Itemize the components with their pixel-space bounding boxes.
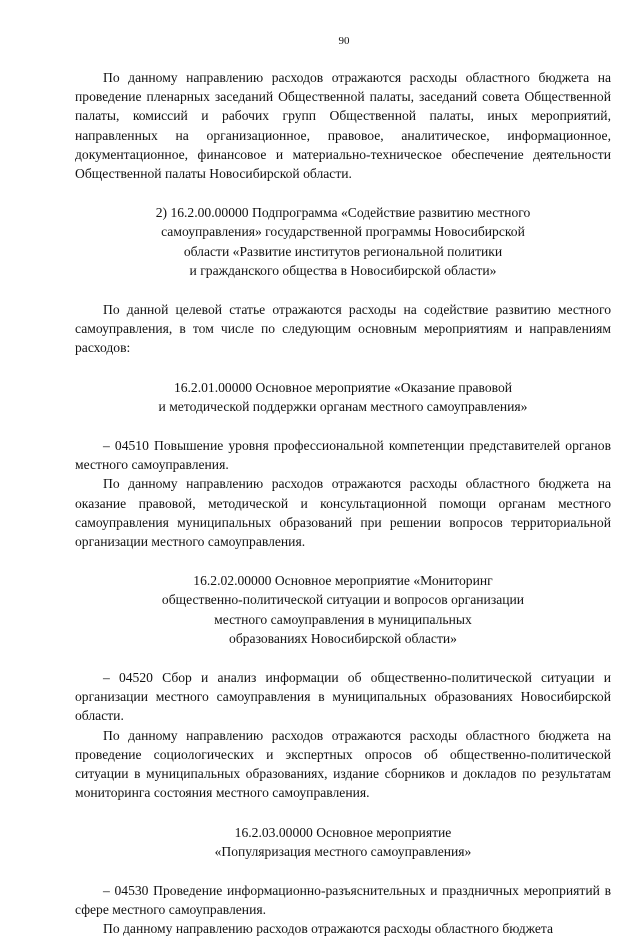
heading-line: общественно-политической ситуации и вопросов организации <box>161 592 525 608</box>
paragraph-item-04510: – 04510 Повышение уровня профессиональной компетенции представителей органов местного самоуправления. <box>75 438 611 473</box>
paragraph-public-chamber-expenses: По данному направлению расходов отражаются расходы областного бюджета на проведение пленарных заседаний Общественной палаты, заседаний совета Общественной палаты, комиссий и рабочих групп Общественной палаты, иных мероприятий, направленных на организационное, правовое, аналитическое, информационное, документационное, финансовое и материально-техническое обеспечение деятельности Общественной палаты Новосибирской области. <box>75 70 611 182</box>
heading-activity-16-2-03 <box>75 823 611 861</box>
heading-line: самоуправления» государственной программы Новосибирской <box>161 224 525 240</box>
heading-line: и методической поддержки органам местного самоуправления» <box>158 398 528 414</box>
heading-line: 16.2.01.00000 Основное мероприятие «Оказание правовой <box>173 379 513 395</box>
page-number: 90 <box>338 35 350 47</box>
heading-line: 16.2.03.00000 Основное мероприятие <box>234 824 452 840</box>
paragraph-target-article-intro: По данной целевой статье отражаются расходы на содействие развитию местного самоуправления, в том числе по следующим основным мероприятиям и направлениям расходов: <box>75 302 611 356</box>
heading-activity-16-2-02 <box>75 571 611 648</box>
heading-line: 16.2.02.00000 Основное мероприятие «Мониторинг <box>193 573 493 589</box>
document-page <box>75 34 611 939</box>
paragraph-item-04530-description: По данному направлению расходов отражаются расходы областного бюджета <box>103 921 554 937</box>
paragraph-item-04520-description: По данному направлению расходов отражаются расходы областного бюджета на проведение социологических и экспертных опросов об общественно-политической ситуации в муниципальных образованиях, издание сборников и докладов по результатам мониторинга состояния местного самоуправления. <box>75 727 611 801</box>
paragraph-item-04520: – 04520 Сбор и анализ информации об общественно-политической ситуации и организации местного самоуправления в муниципальных образованиях Новосибирской области. <box>75 670 611 724</box>
heading-activity-16-2-01 <box>75 378 611 416</box>
paragraph-item-04530: – 04530 Проведение информационно-разъяснительных и праздничных мероприятий в сфере местного самоуправления. <box>75 882 611 918</box>
heading-line: образованиях Новосибирской области» <box>229 630 457 646</box>
paragraph-item-04510-description: По данному направлению расходов отражаются расходы областного бюджета на оказание правовой, методической и консультационной помощи органам местного самоуправления муниципальных образований при решении вопросов территориальной организации местного самоуправления. <box>75 476 611 550</box>
heading-line: «Популяризация местного самоуправления» <box>214 843 472 859</box>
heading-line: и гражданского общества в Новосибирской области» <box>189 262 497 278</box>
heading-line: 2) 16.2.00.00000 Подпрограмма «Содействие развитию местного <box>155 205 531 221</box>
heading-line: местного самоуправления в муниципальных <box>214 611 472 627</box>
heading-subprogram-16-2 <box>75 203 611 280</box>
heading-line: области «Развитие институтов региональной политики <box>183 243 503 259</box>
